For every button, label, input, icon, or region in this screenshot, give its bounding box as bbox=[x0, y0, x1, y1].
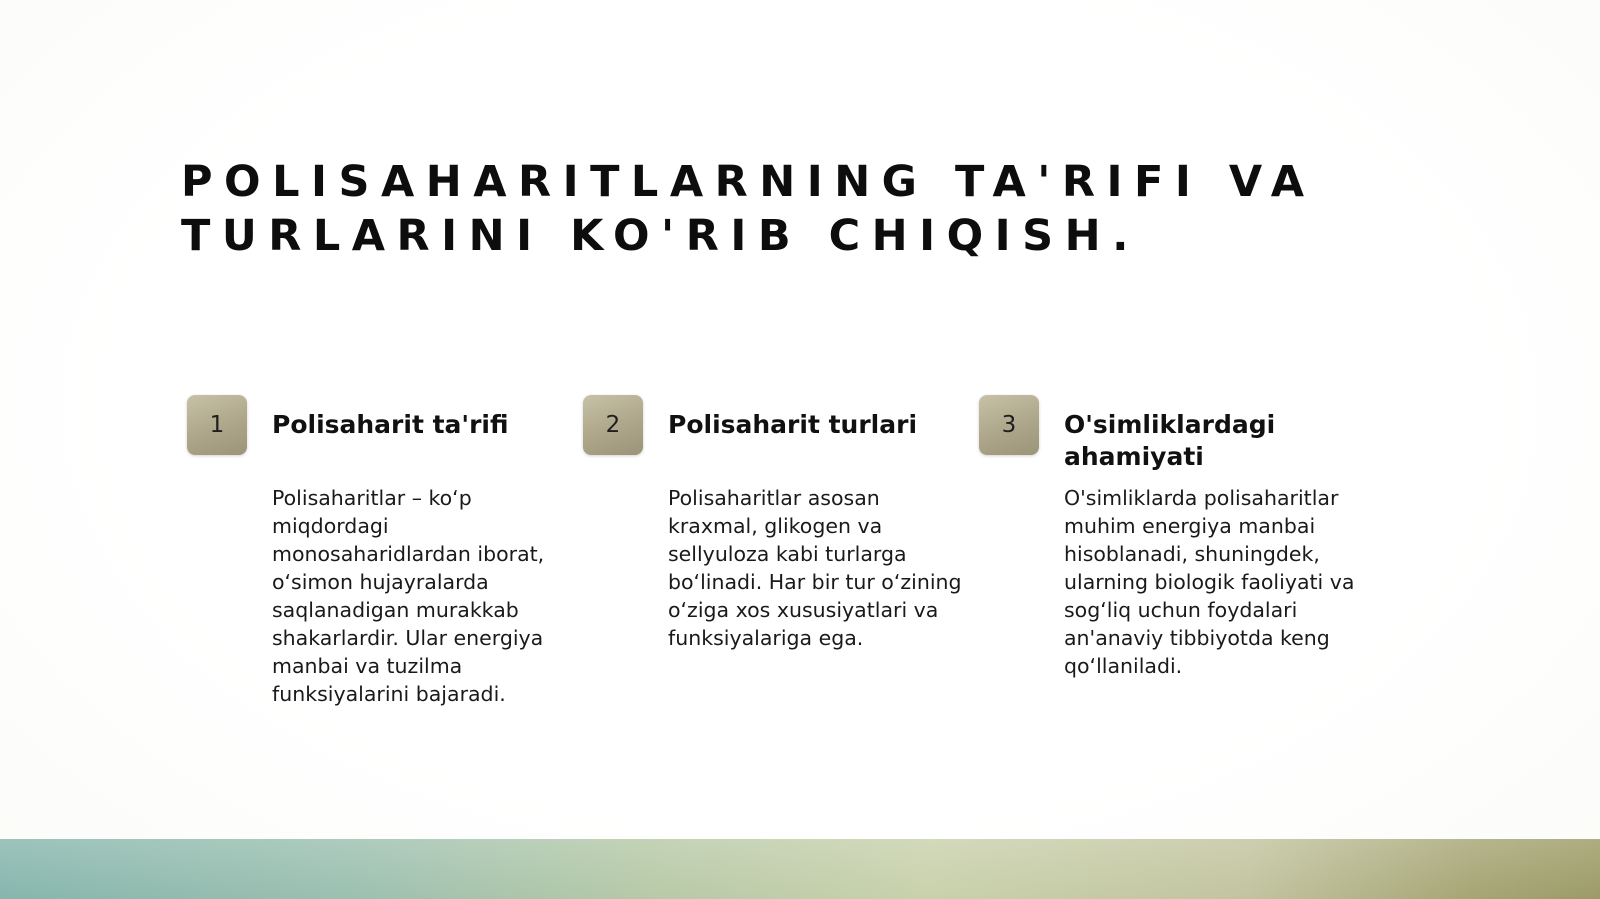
card-heading: Polisaharit turlari bbox=[668, 410, 918, 439]
card-body-text: Polisaharitlar – ko‘p miqdordagi monosaharidlardan iborat, o‘simon hujayralarda saqlanadigan murakkab shakarlardir. Ular energiya manbai va tuzilma funksiyalarini bajaradi. bbox=[272, 486, 545, 706]
card-body-text: Polisaharitlar asosan kraxmal, glikogen va sellyuloza kabi turlarga bo‘linadi. Har bir tur o‘zining o‘ziga xos xususiyatlari va funksiyalariga ega. bbox=[668, 486, 962, 650]
card-body-text: O'simliklarda polisaharitlar muhim energiya manbai hisoblanadi, shuningdek, ularning biologik faoliyati va sog‘liq uchun foydalari an'anaviy tibbiyotda keng qo‘llaniladi. bbox=[1064, 486, 1355, 678]
card-heading: Polisaharit ta'rifi bbox=[272, 410, 509, 439]
card-heading: O'simliklardagi ahamiyati bbox=[1064, 410, 1276, 471]
number-badge: 1 bbox=[187, 395, 247, 455]
card-importance bbox=[979, 395, 1359, 725]
number-badge: 2 bbox=[583, 395, 643, 455]
number-badge: 3 bbox=[979, 395, 1039, 455]
footer-gradient-band bbox=[0, 839, 1600, 899]
card-definition bbox=[187, 395, 567, 725]
slide-title: POLISAHARITLARNING TA'RIFI VA TURLARINI KO'RIB CHIQISH. bbox=[181, 157, 1316, 261]
card-types bbox=[583, 395, 963, 725]
